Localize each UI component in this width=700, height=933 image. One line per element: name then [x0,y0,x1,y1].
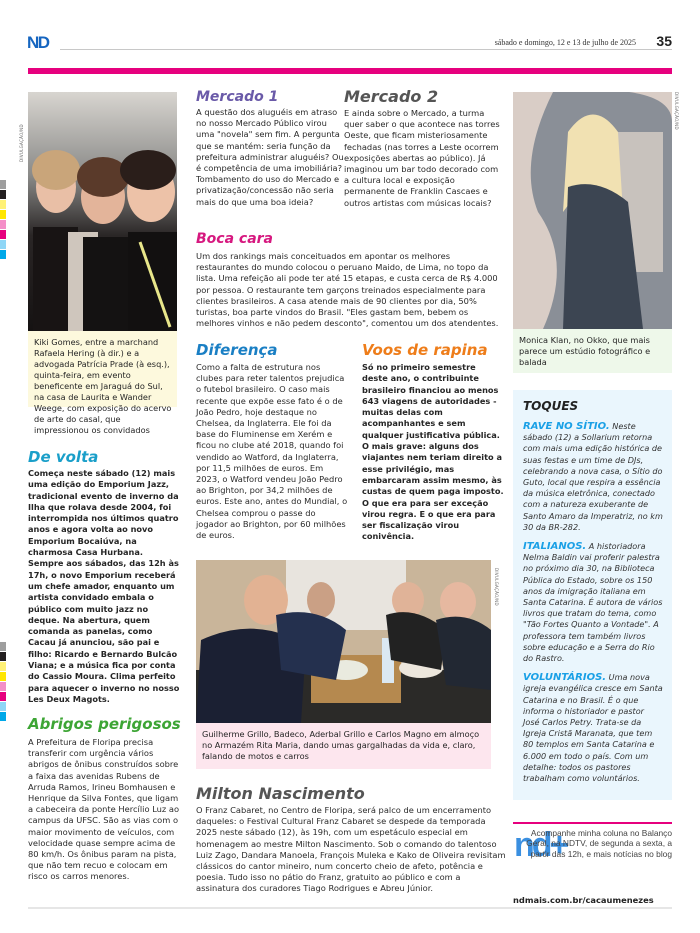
toques-box [513,390,672,800]
heading-milton-nascimento: Milton Nascimento [196,784,365,803]
heading-abrigos-perigosos: Abrigos perigosos [28,715,181,733]
article-mercado-1: A questão dos aluguéis em atraso no nosso Mercado Público virou uma "novela" sem fim. A pergunta que se mantém: seria função da prefeitura administrar aluguéis? Ou é competência de uma imobiliária? Tombamento do uso do Mercado e privatização/concessão não seria mais do que uma boa ideia? [196,107,344,207]
article-voos-de-rapina: Só no primeiro semestre deste ano, o contribuinte brasileiro financiou ao menos 643 viagens de autoridades - muitas delas com acompanhantes e sem qualquer justificativa pública. O mais grave: alguns dos viajantes nem teriam direito a esse privilégio, mas embarcaram assim mesmo, às custas de quem paga imposto. O que era para ser exceção virou regra. E o que era para ser fiscalização virou conivência. [362,362,504,542]
toques-title: TOQUES [523,399,579,413]
photo-caption-center: Guilherme Grillo, Badeco, Aderbal Grillo e Carlos Magno em almoço no Armazém Rita Maria, dando umas gargalhadas da vida e, claro, falando de motos e carros [196,723,491,769]
article-boca-cara: Um dos rankings mais conceituados em apontar os melhores restaurantes do mundo colocou o peruano Maido, de Lima, no topo da lista. Uma refeição ali pode ter até 15 etapas, e custa cerca de R$ 4.000 por pessoa. O restaurante tem garçons treinados especialmente para clientes brasileiros. A casa atende mais de 90 clientes por dia, 50% turistas, boa parte vindos do Brasil. "Eles gastam bem, bebem os melhores vinhos e não pedem desconto", comentou um dos atendentes. [196,251,499,329]
header-rule [60,49,672,50]
page-number: 35 [656,33,672,49]
toques-item: ITALIANOS. A historiadora Nelma Baldin vai proferir palestra no próximo dia 30, na Biblioteca Pública do Estado, sobre os 150 anos da imigração italiana em Santa Catarina. É autora de vários livros que tratam do tema, como "Tão Fortes Quanto a Vontade". A professora tem também livros sobre educação e a Serra do Rio do Rastro. [523,541,663,664]
article-mercado-2: E ainda sobre o Mercado, a turma quer saber o que acontece nas torres Oeste, que ficam misteriosamente fechadas (nas torres a Leste ocorrem exposições abertas ao público). Já imaginou um bar todo decorado com a cultura local e exposição permanente de Franklin Cascaes e outros artistas com músicas locais? [344,108,500,208]
promo-top-rule [513,822,672,824]
section-bar [28,68,672,74]
photo-almoco-rita-maria [196,560,491,723]
blog-link[interactable]: ndmais.com.br/cacaumenezes [513,895,672,908]
article-diferenca: Como a falta de estrutura nos clubes para reter talentos prejudica o futebol brasileiro. O caso mais recente que expõe esse fato é o de João Pedro, hoje destaque no Chelsea, da Inglaterra. Ele foi da base do Fluminense em Xerém e ficou no clube até 2018, quando foi vendido ao Watford, da Inglaterra, por 11,5 milhões de euros. Em 2023, o Watford vendeu João Pedro ao Brighton, por 34,2 milhões de euros. Este ano, antes do Mundial, o Chelsea comprou o passe do jogador ao Brighton, por 60 milhões de euros. [196,362,348,541]
heading-mercado-1: Mercado 1 [196,89,279,105]
article-milton-nascimento: O Franz Cabaret, no Centro de Floripa, será palco de um encerramento daqueles: o Festival Cultural Franz Cabaret se despede da temporada 2025 neste sábado (12), às 19h, com um espetáculo especial em homenagem ao mestre Milton Nascimento. Sob o comando do talentoso Luiz Zago, Dandara Manoela, François Muleka e Kako de Oliveira revisitam clássicos do cantor mineiro, num concerto cheio de afeto, potência e poesia. Tudo isso no pátio do Franz, gratuito ao público e com a assinatura dos curadores Tiago Rodrigues e Abreu Júnior. [196,805,506,894]
article-de-volta: Começa neste sábado (12) mais uma edição do Emporium Jazz, tradicional evento de inverno da Ilha que rolava desde 2004, foi interrompida nos últimos quatro anos e agora volta ao novo Emporium Bocaiúva, na charmosa Casa Hurbana. Sempre aos sábados, das 12h às 17h, o novo Emporium receberá um chefe amador, enquanto um artista convidado embala o público com muito jazz no deque. Na abertura, quem comanda as panelas, como Cacau já anunciou, são pai e filho: Ricardo e Bernardo Bulcão Viana; e a música fica por conta do Cassio Moura. Clima perfeito para aquecer o inverno no nosso Les Deux Magots. [28,468,180,704]
photo-kiki-gomes [28,92,177,331]
toques-item: VOLUNTÁRIOS. Uma nova igreja evangélica cresce em Santa Catarina e no Brasil. É o que informa o historiador e pastor José Carlos Petry. Trata-se da Igreja Cristã Maranata, que tem 80 templos em Santa Catarina e 6.000 em todo o país. Com um detalhe: todos os pastores trabalham como voluntários. [523,672,663,784]
heading-de-volta: De volta [28,448,99,466]
photo-caption-right: Monica Klan, no Okko, que mais parece um estúdio fotográfico e balada [513,329,672,373]
issue-date: sábado e domingo, 12 e 13 de julho de 2025 [494,38,636,47]
heading-mercado-2: Mercado 2 [344,87,439,106]
ndplus-logo: nd+ [514,826,567,864]
photo-credit: DIVULGAÇÃO/ND [674,92,679,130]
toques-item: RAVE NO SÍTIO. Neste sábado (12) a Sollarium retorna com mais uma edição histórica de suas festas e um time de DJs, celebrando a nova casa, o Sítio do Guto, local que respira a essência da música eletrônica, conectado com a natureza exuberante de Santo Amaro da Imperatriz, no km 30 da BR-282. [523,421,663,532]
photo-caption-left: Kiki Gomes, entre a marchand Rafaela Hering (à dir.) e a advogada Patrícia Prade (à esq.), quinta-feira, em evento beneficente em Jaraguá do Sul, na casa de Laurita e Wander Weege, com exposição do acervo de arte do casal, que impressionou os convidados [28,331,177,407]
bottom-rule [28,907,672,909]
article-abrigos-perigosos: A Prefeitura de Floripa precisa transferir com urgência vários abrigos de ônibus construídos sobre a faixa das avenidas Rubens de Arruda Ramos, Irineu Bomhausen e Henrique da Silva Fontes, que ligam a cabeceira da ponte Hercílio Luz ao campus da UFSC. São as vias com o maior movimento de veículos, com velocidade quase sempre acima de 80 km/h. Os ônibus param na pista, que não tem recuo e colocam em risco os carros menores. [28,737,180,882]
photo-credit: DIVULGAÇÃO/ND [19,124,24,162]
photo-credit: DIVULGAÇÃO/ND [494,568,499,606]
heading-boca-cara: Boca cara [196,231,274,247]
photo-monica-klan [513,92,672,329]
heading-voos-de-rapina: Voos de rapina [362,341,488,359]
promo-text: Acompanhe minha coluna no Balanço Geral, na NDTV, de segunda a sexta, a partir das 12h, e mais notícias no blog [526,828,672,859]
heading-diferenca: Diferença [196,341,278,359]
nd-logo: ND [27,33,49,52]
